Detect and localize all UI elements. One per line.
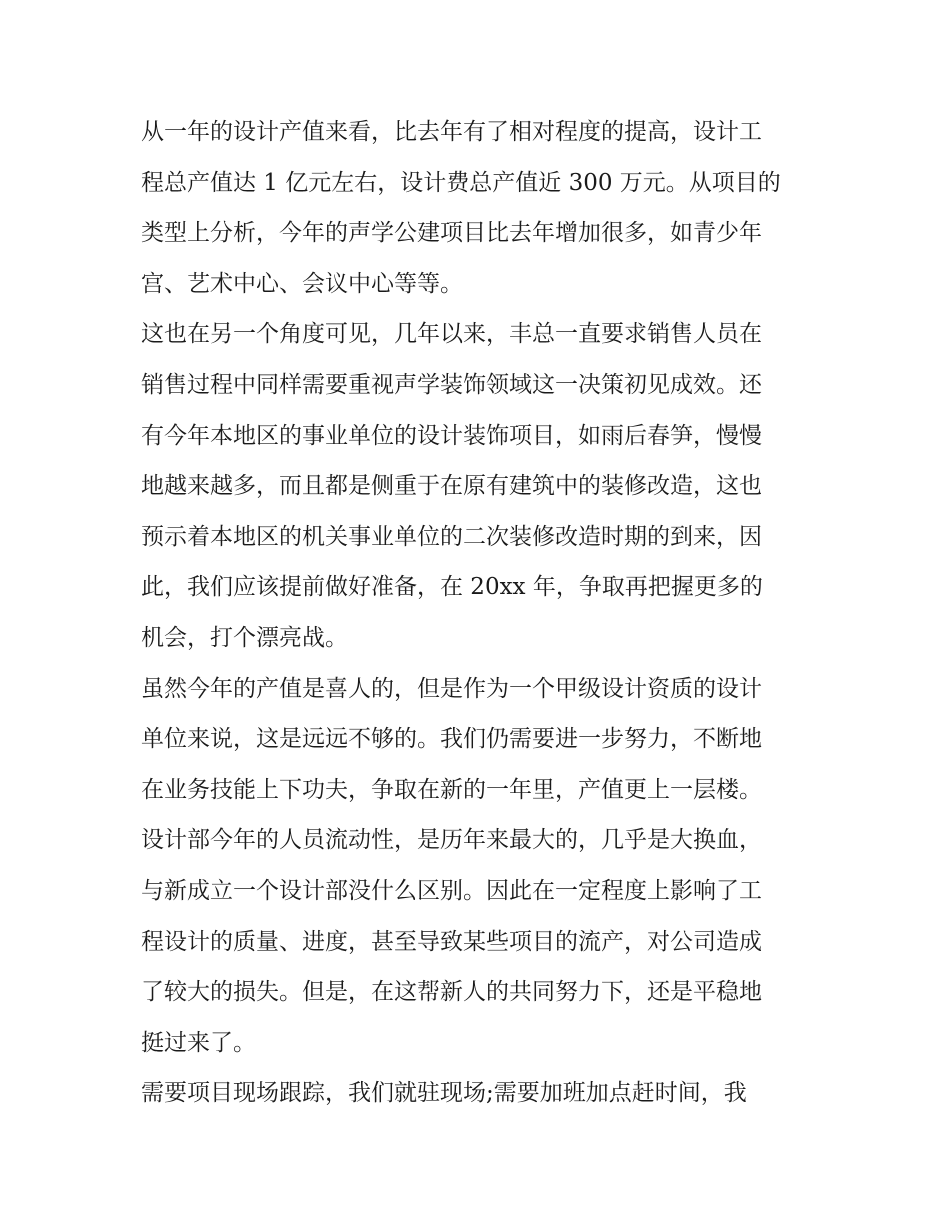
text-line: 有今年本地区的事业单位的设计装饰项目，如雨后春笋，慢慢 [141,422,762,449]
text-line: 需要项目现场跟踪，我们就驻现场;需要加班加点赶时间，我 [141,1080,747,1107]
text-line: 此，我们应该提前做好准备，在 20xx 年，争取再把握更多的 [141,574,763,601]
paragraph-staff-turnover [141,815,813,1068]
text-line: 了较大的损失。但是，在这帮新人的共同努力下，还是平稳地 [141,979,762,1006]
document-body [141,107,813,1119]
text-line: 这也在另一个角度可见，几年以来，丰总一直要求销售人员在 [141,321,762,348]
text-line: 地越来越多，而且都是侧重于在原有建筑中的装修改造，这也 [141,473,762,500]
text-line: 在业务技能上下功夫，争取在新的一年里，产值更上一层楼。 [141,776,762,803]
paragraph-improvement [141,664,813,816]
text-line: 销售过程中同样需要重视声学装饰领域这一决策初见成效。还 [141,371,762,398]
text-line: 虽然今年的产值是喜人的，但是作为一个甲级设计资质的设计 [141,675,762,702]
text-line: 挺过来了。 [141,1029,256,1056]
paragraph-market-perspective [141,309,813,663]
text-line: 类型上分析，今年的声学公建项目比去年增加很多，如青少年 [141,220,762,247]
text-line: 预示着本地区的机关事业单位的二次装修改造时期的到来，因 [141,523,762,550]
text-line: 从一年的设计产值来看，比去年有了相对程度的提高，设计工 [141,119,762,145]
text-line: 单位来说，这是远远不够的。我们仍需要进一步努力，不断地 [141,726,762,753]
text-line: 程总产值达 1 亿元左右，设计费总产值近 300 万元。从项目的 [141,169,781,196]
text-line: 机会，打个漂亮战。 [141,624,348,651]
paragraph-design-output [141,107,813,309]
text-line: 程设计的质量、进度，甚至导致某些项目的流产，对公司造成 [141,928,762,955]
text-line: 设计部今年的人员流动性，是历年来最大的，几乎是大换血， [141,827,762,854]
text-line: 宫、艺术中心、会议中心等等。 [141,270,463,297]
text-line: 与新成立一个设计部没什么区别。因此在一定程度上影响了工 [141,877,762,904]
paragraph-onsite-work [141,1068,813,1119]
